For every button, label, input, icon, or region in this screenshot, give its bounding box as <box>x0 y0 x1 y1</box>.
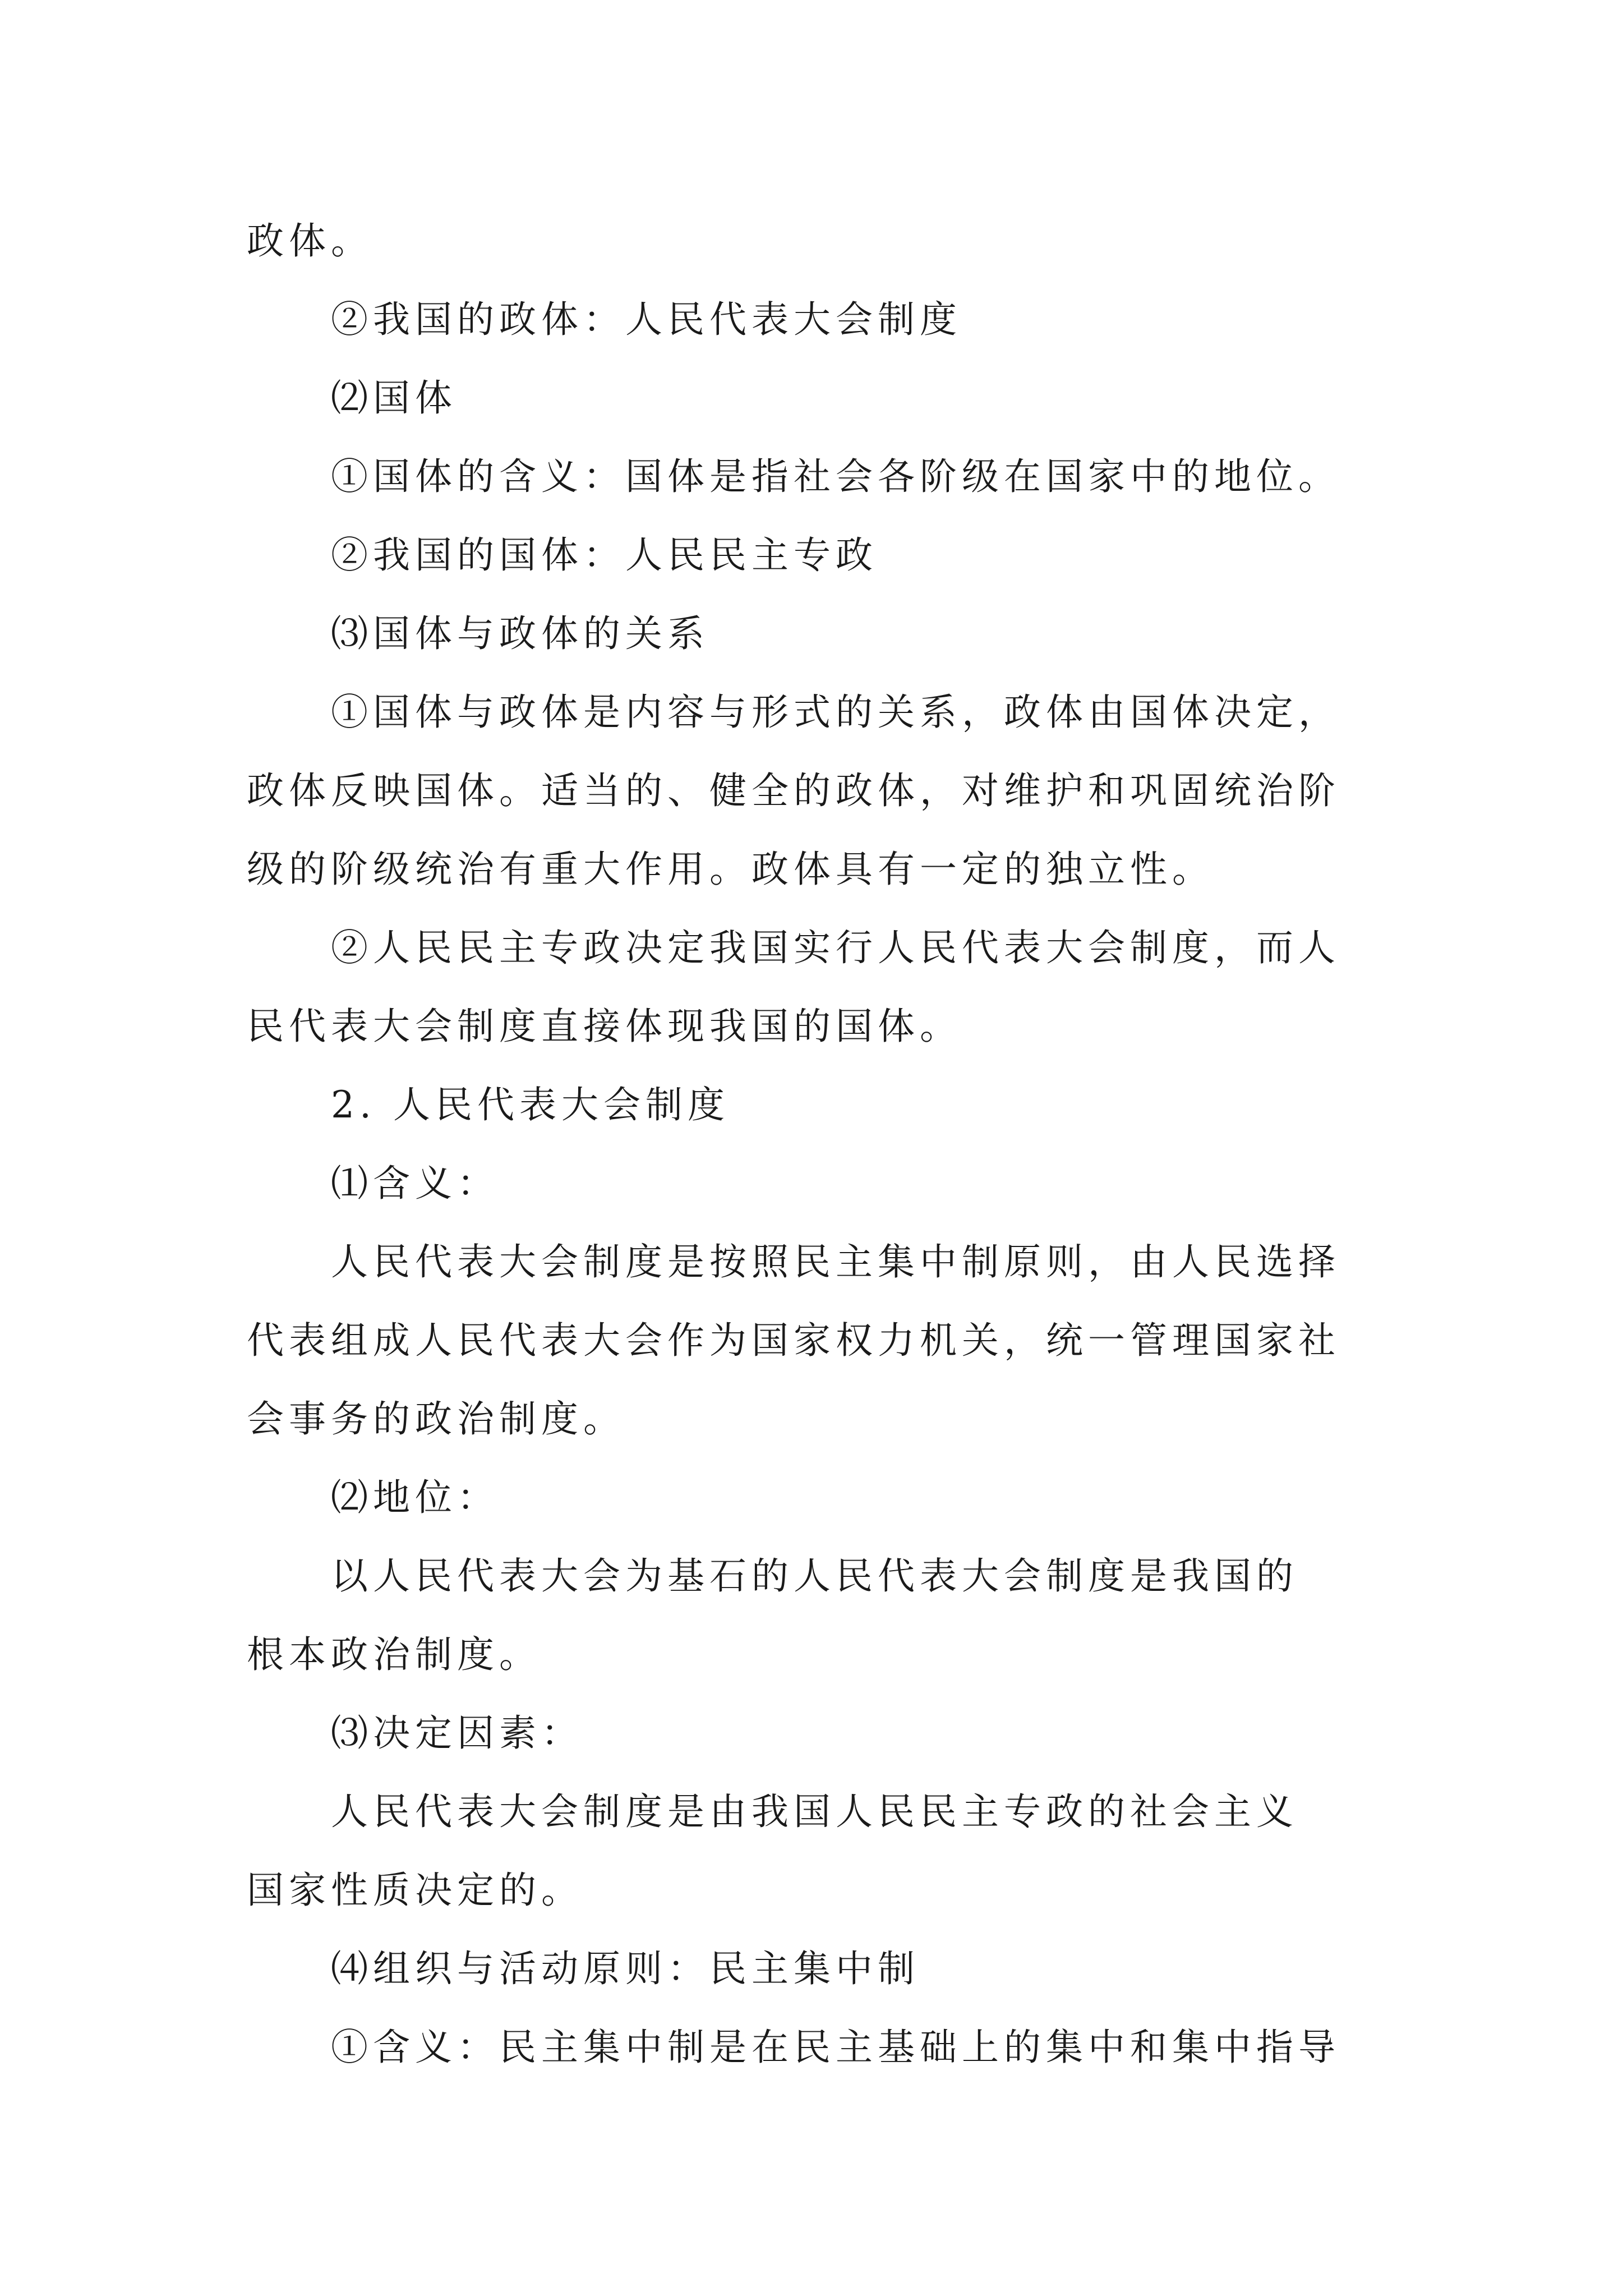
text-line: ⑵地位： <box>331 1476 499 1519</box>
text-line: 国家性质决定的。 <box>247 1869 583 1912</box>
text-line: ⑴含义： <box>331 1162 499 1205</box>
text-line: 人民代表大会制度是由我国人民民主专政的社会主义 <box>331 1790 1298 1833</box>
text-line: ①含义：民主集中制是在民主基础上的集中和集中指导 <box>331 2026 1340 2069</box>
text-line: ②人民民主专政决定我国实行人民代表大会制度，而人 <box>331 926 1340 969</box>
text-line: ⑶国体与政体的关系 <box>331 612 709 655</box>
text-line: ②我国的国体：人民民主专政 <box>331 533 878 577</box>
text-line: ②我国的政体：人民代表大会制度 <box>331 298 962 341</box>
text-line: 代表组成人民代表大会作为国家权力机关，统一管理国家社 <box>247 1319 1340 1362</box>
text-line: ⑷组织与活动原则：民主集中制 <box>331 1947 920 1990</box>
text-line: ①国体与政体是内容与形式的关系，政体由国体决定， <box>331 691 1340 734</box>
section-heading: 2. 人民代表大会制度 <box>331 1083 730 1126</box>
text-line: 根本政治制度。 <box>247 1633 541 1676</box>
text-line: ①国体的含义：国体是指社会各阶级在国家中的地位。 <box>331 455 1340 498</box>
text-line: 民代表大会制度直接体现我国的国体。 <box>247 1005 962 1048</box>
text-line: ⑶决定因素： <box>331 1711 583 1755</box>
text-line: 会事务的政治制度。 <box>247 1397 625 1441</box>
text-line: 级的阶级统治有重大作用。政体具有一定的独立性。 <box>247 848 1214 891</box>
text-line: 政体。 <box>247 219 373 263</box>
text-line: 政体反映国体。适当的、健全的政体，对维护和巩固统治阶 <box>247 769 1340 812</box>
text-line: 以人民代表大会为基石的人民代表大会制度是我国的 <box>331 1554 1298 1598</box>
text-line: 人民代表大会制度是按照民主集中制原则，由人民选择 <box>331 1240 1340 1283</box>
text-line: ⑵国体 <box>331 376 457 420</box>
